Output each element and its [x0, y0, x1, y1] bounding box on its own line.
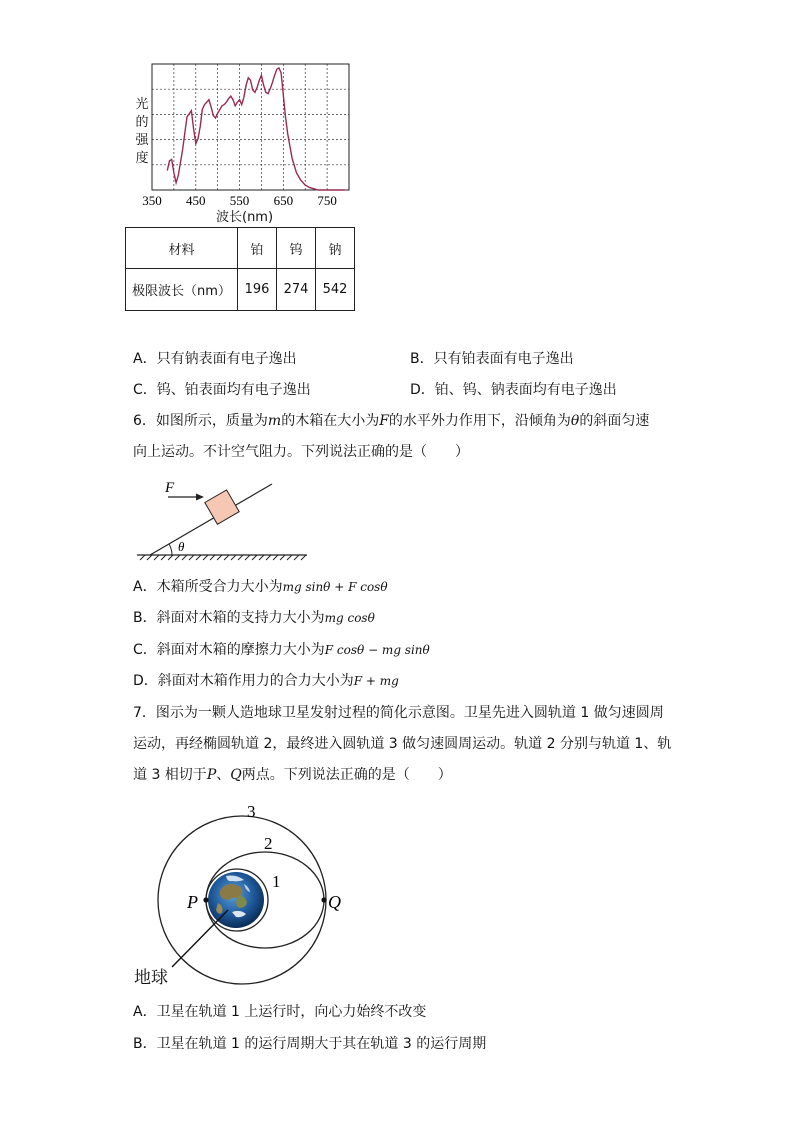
- q5-option-b: B．只有铂表面有电子逸出: [410, 351, 574, 367]
- table-header-cell: 钠: [316, 228, 355, 269]
- y-axis-label: 光的强度: [135, 97, 149, 166]
- hatch-mark: [266, 555, 271, 560]
- hatch-mark: [182, 555, 187, 560]
- earth-image: [208, 872, 264, 928]
- hatch-mark: [175, 555, 180, 560]
- q6-stem-line-1: [133, 411, 649, 431]
- q7-var-q: Q: [230, 767, 242, 783]
- q6-stem-text: 6．如图所示，质量为: [133, 413, 268, 429]
- q6-option-text: C．斜面对木箱的摩擦力大小为: [133, 642, 325, 658]
- q5-option-a: A．只有钠表面有电子逸出: [133, 351, 297, 367]
- x-tick-label: 450: [186, 193, 206, 208]
- q6-option-text: A．木箱所受合力大小为: [133, 579, 283, 595]
- q7-stem-text: 、: [216, 767, 231, 783]
- x-tick-label: 750: [317, 193, 337, 208]
- hatch-mark: [259, 555, 264, 560]
- spectrum-line: [167, 68, 344, 190]
- point-p: [203, 897, 208, 902]
- q6-option-text: D．斜面对木箱作用力的合力大小为: [133, 673, 354, 689]
- table-header-cell: 钨: [277, 228, 316, 269]
- hatch-mark: [294, 555, 299, 560]
- incline-figure: [130, 472, 320, 564]
- q7-var-p: P: [206, 767, 217, 783]
- hatch-mark: [231, 555, 236, 560]
- hatch-mark: [203, 555, 208, 560]
- hatch-mark: [252, 555, 257, 560]
- q6-option-formula: mg sinθ + F cosθ: [282, 580, 388, 594]
- spectrum-chart: [0, 0, 400, 225]
- angle-label: θ: [178, 539, 185, 554]
- q7-stem-text: 两点。下列说法正确的是（ ）: [241, 767, 452, 783]
- hatch-mark: [245, 555, 250, 560]
- table-row: [126, 269, 355, 311]
- table-header-cell: 材料: [126, 228, 238, 269]
- q6-option-formula: F + mg: [353, 674, 399, 688]
- table-header-row: [126, 228, 355, 269]
- force-label: F: [165, 480, 175, 496]
- x-tick-label: 350: [142, 193, 162, 208]
- x-tick-label: 650: [273, 193, 294, 208]
- q6-option-text: B．斜面对木箱的支持力大小为: [133, 610, 325, 626]
- point-q: [321, 897, 326, 902]
- q6-stem-text: 的斜面匀速: [579, 413, 650, 429]
- orbit-1-label: 1: [272, 872, 281, 891]
- hatch-mark: [196, 555, 201, 560]
- q6-var-m: m: [267, 413, 282, 429]
- orbit-2-label: 2: [264, 834, 273, 853]
- q6-stem-line-2: 向上运动。不计空气阻力。下列说法正确的是（ ）: [133, 444, 469, 460]
- q5-option-c: C．钨、铂表面均有电子逸出: [133, 382, 311, 398]
- table-cell: 极限波长（nm）: [126, 269, 238, 311]
- q6-option-c: [133, 640, 430, 660]
- q6-option-formula: mg cosθ: [324, 611, 375, 625]
- q6-stem-text: 的水平外力作用下，沿倾角为: [388, 413, 571, 429]
- hatch-mark: [224, 555, 229, 560]
- earth-label: 地球: [134, 968, 168, 988]
- hatch-mark: [161, 555, 166, 560]
- table-cell: 274: [277, 269, 316, 311]
- earth-pointer-line: [172, 910, 228, 967]
- q6-var-theta: θ: [570, 413, 580, 429]
- q6-var-f: F: [379, 413, 389, 429]
- hatch-mark: [140, 555, 145, 560]
- p-label: P: [187, 892, 198, 912]
- hatch-mark: [210, 555, 215, 560]
- q7-option-a: A．卫星在轨道 1 上运行时，向心力始终不改变: [133, 1004, 427, 1020]
- force-arrow-head: [196, 494, 204, 501]
- x-axis-label: [216, 206, 273, 225]
- q5-option-d: D．铂、钨、钠表面均有电子逸出: [410, 382, 617, 398]
- hatch-mark: [189, 555, 194, 560]
- wooden-box: [205, 490, 239, 524]
- hatch-mark: [238, 555, 243, 560]
- ground-hatching: [140, 555, 306, 560]
- hatch-mark: [154, 555, 159, 560]
- x-tick-label: 550: [229, 193, 250, 208]
- q7-stem-line-2: 运动，再经椭圆轨道 2，最终进入圆轨道 3 做匀速圆周运动。轨道 2 分别与轨道 1、轨: [133, 736, 672, 752]
- q7-stem-line-3: [133, 765, 452, 785]
- hatch-mark: [301, 555, 306, 560]
- q7-stem-line-1: 7．图示为一颗人造地球卫星发射过程的简化示意图。卫星先进入圆轨道 1 做匀速圆周: [133, 705, 664, 721]
- material-table: [125, 227, 355, 311]
- table-cell: 542: [316, 269, 355, 311]
- q6-option-b: [133, 608, 375, 628]
- q6-option-formula: F cosθ − mg sinθ: [324, 643, 430, 657]
- q7-stem-text: 道 3 相切于: [133, 767, 207, 783]
- hatch-mark: [147, 555, 152, 560]
- x-axis-title: 波长(nm): [216, 210, 274, 225]
- hatch-mark: [217, 555, 222, 560]
- q6-option-a: [133, 577, 388, 597]
- hatch-mark: [287, 555, 292, 560]
- hatch-mark: [273, 555, 278, 560]
- table-cell: 196: [238, 269, 277, 311]
- angle-arc: [169, 544, 172, 555]
- q6-stem-text: 的木箱在大小为: [281, 413, 380, 429]
- hatch-mark: [168, 555, 173, 560]
- orbit-3-label: 3: [247, 802, 256, 821]
- table-header-cell: 铂: [238, 228, 277, 269]
- q7-option-b: B．卫星在轨道 1 的运行周期大于其在轨道 3 的运行周期: [133, 1036, 487, 1052]
- hatch-mark: [280, 555, 285, 560]
- q-label: Q: [328, 892, 341, 912]
- q6-option-d: [133, 671, 399, 691]
